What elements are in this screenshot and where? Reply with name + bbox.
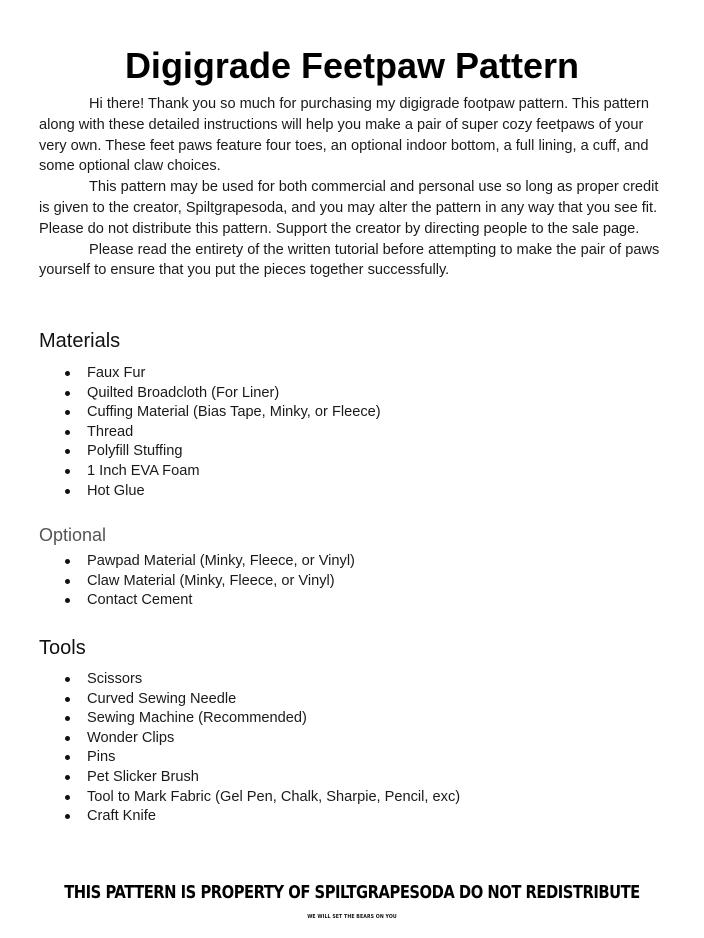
list-item: Hot Glue <box>62 482 381 502</box>
list-item: Pawpad Material (Minky, Fleece, or Vinyl) <box>62 552 355 572</box>
optional-heading: Optional <box>39 525 107 545</box>
list-item: Craft Knife <box>62 807 460 827</box>
optional-list <box>62 552 355 611</box>
materials-heading: Materials <box>39 330 121 352</box>
list-item: Quilted Broadcloth (For Liner) <box>62 384 381 404</box>
list-item: Contact Cement <box>62 591 355 611</box>
footer-tagline: WE WILL SET THE BEARS ON YOU <box>307 914 397 920</box>
materials-list <box>62 364 381 501</box>
list-item: Tool to Mark Fabric (Gel Pen, Chalk, Sharpie, Pencil, exc) <box>62 788 460 808</box>
list-item: Faux Fur <box>62 364 381 384</box>
list-item: Wonder Clips <box>62 729 460 749</box>
list-item: Sewing Machine (Recommended) <box>62 709 460 729</box>
list-item: Scissors <box>62 670 460 690</box>
list-item: Polyfill Stuffing <box>62 442 381 462</box>
list-item: Pet Slicker Brush <box>62 768 460 788</box>
footer-notice: THIS PATTERN IS PROPERTY OF SPILTGRAPESODA DO NOT REDISTRIBUTE <box>64 882 640 903</box>
list-item: Claw Material (Minky, Fleece, or Vinyl) <box>62 572 355 592</box>
intro-paragraph: This pattern may be used for both commercial and personal use so long as proper credit is given to the creator, Spiltgrapesoda, and you may alter the pattern in any way that you see fit. Please do not distribute this pattern. Support the creator by directing people to the sale page. <box>39 179 659 237</box>
intro-text <box>39 94 669 281</box>
intro-paragraph: Please read the entirety of the written tutorial before attempting to make the pair of paws yourself to ensure that you put the pieces together successfully. <box>39 241 660 279</box>
intro-paragraph: Hi there! Thank you so much for purchasing my digigrade footpaw pattern. This pattern along with these detailed instructions will help you make a pair of super cozy feetpaws of your very own. These feet paws feature four toes, an optional indoor bottom, a full lining, a cuff, and some optional claw choices. <box>39 96 649 175</box>
list-item: Pins <box>62 748 460 768</box>
list-item: Cuffing Material (Bias Tape, Minky, or Fleece) <box>62 403 381 423</box>
tools-list <box>62 670 460 827</box>
tools-heading: Tools <box>39 637 86 659</box>
list-item: 1 Inch EVA Foam <box>62 462 381 482</box>
list-item: Thread <box>62 423 381 443</box>
page-title: Digigrade Feetpaw Pattern <box>124 45 580 86</box>
list-item: Curved Sewing Needle <box>62 690 460 710</box>
